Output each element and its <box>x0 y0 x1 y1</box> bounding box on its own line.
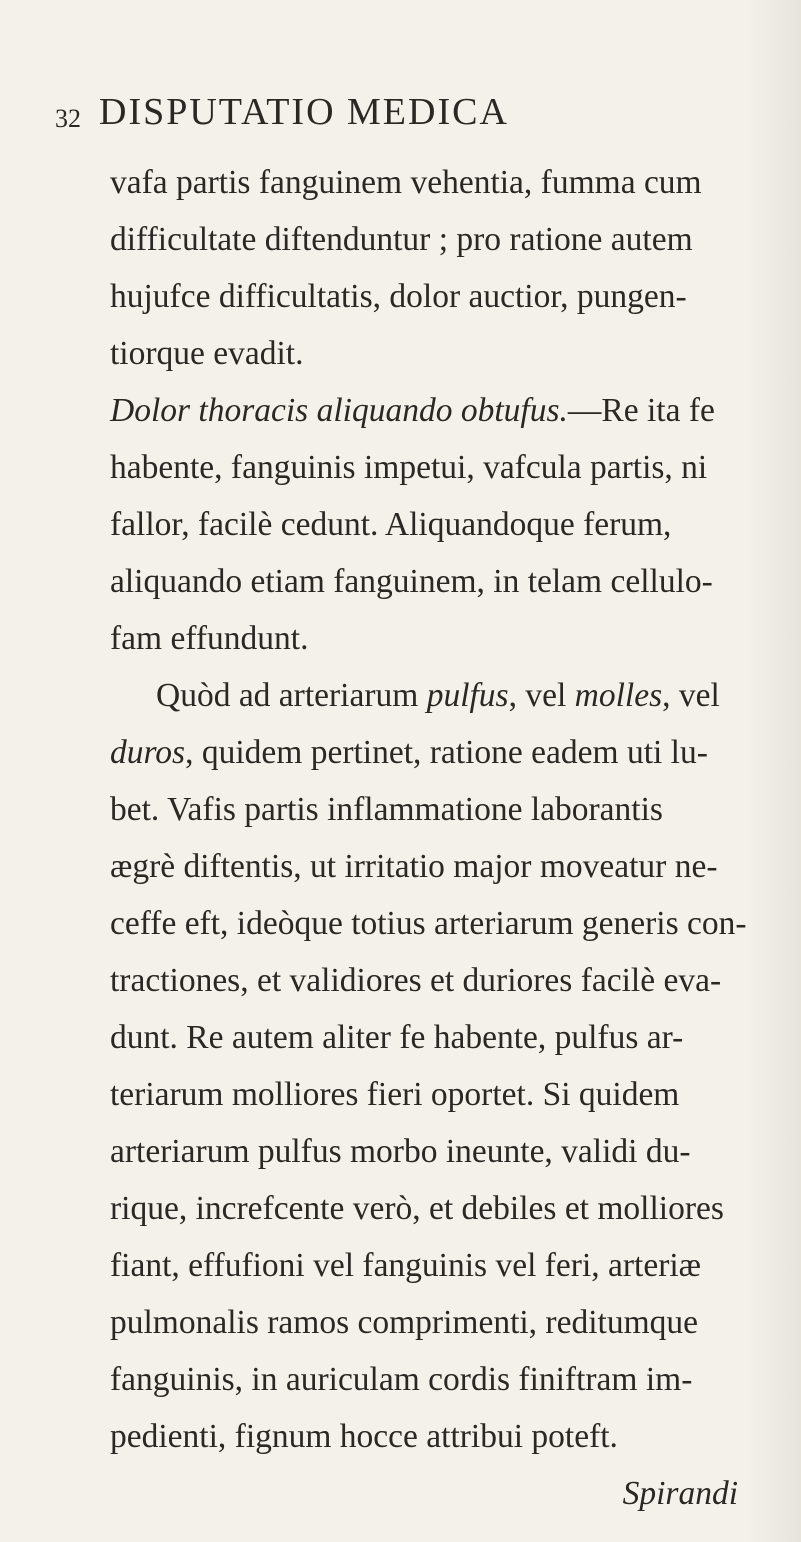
text-line: arteriarum pulfus morbo ineunte, validi du- <box>110 1133 691 1170</box>
running-head: DISPUTATIO MEDICA <box>99 91 509 133</box>
italic-term: molles <box>574 677 663 714</box>
text-line: pedienti, fignum hocce attribui poteft. <box>110 1418 618 1455</box>
catchword <box>110 1465 760 1522</box>
body-text <box>110 154 760 1522</box>
text-line <box>110 724 760 781</box>
text-line: ægrè diftentis, ut irritatio major moveatur ne- <box>110 848 718 885</box>
text-fragment: —Re ita fe <box>567 392 715 429</box>
italic-term: duros <box>110 734 186 771</box>
text-line: aliquando etiam fanguinem, in telam cellulo- <box>110 563 713 600</box>
text-line: fiant, effufioni vel fanguinis vel feri, arteriæ <box>110 1247 702 1284</box>
text-fragment: , vel <box>662 677 720 714</box>
text-line: fam effundunt. <box>110 620 309 657</box>
text-line: habente, fanguinis impetui, vafcula partis, ni <box>110 449 708 486</box>
text-fragment: , quidem pertinet, ratione eadem uti lu- <box>185 734 708 771</box>
section-heading-italic: Dolor thoracis aliquando obtufus. <box>110 392 568 429</box>
text-line: tractiones, et validiores et duriores facilè eva- <box>110 962 722 999</box>
text-line: bet. Vafis partis inflammatione laborantis <box>110 791 663 828</box>
catchword-text: Spirandi <box>622 1475 738 1512</box>
text-line: teriarum molliores fieri oportet. Si quidem <box>110 1076 680 1113</box>
text-fragment: Quòd ad arteriarum <box>156 677 427 714</box>
page-number: 32 <box>55 104 81 133</box>
text-line: vafa partis fanguinem vehentia, fumma cum <box>110 164 702 201</box>
text-line: fanguinis, in auriculam cordis finiftram im- <box>110 1361 693 1398</box>
text-line <box>110 382 760 439</box>
text-fragment: , vel <box>508 677 575 714</box>
text-line: dunt. Re autem aliter fe habente, pulfus ar- <box>110 1019 684 1056</box>
text-line: fallor, facilè cedunt. Aliquandoque ferum, <box>110 506 672 543</box>
text-line <box>110 667 760 724</box>
italic-term: pulfus <box>426 677 509 714</box>
text-line: pulmonalis ramos comprimenti, reditumque <box>110 1304 699 1341</box>
page-header <box>55 90 755 140</box>
text-line: difficultate diftenduntur ; pro ratione autem <box>110 221 693 258</box>
text-line: ceffe eft, ideòque totius arteriarum generis con- <box>110 905 747 942</box>
text-line: tiorque evadit. <box>110 335 304 372</box>
text-line: hujufce difficultatis, dolor auctior, pungen- <box>110 278 687 315</box>
text-line: rique, increfcente verò, et debiles et molliores <box>110 1190 724 1227</box>
